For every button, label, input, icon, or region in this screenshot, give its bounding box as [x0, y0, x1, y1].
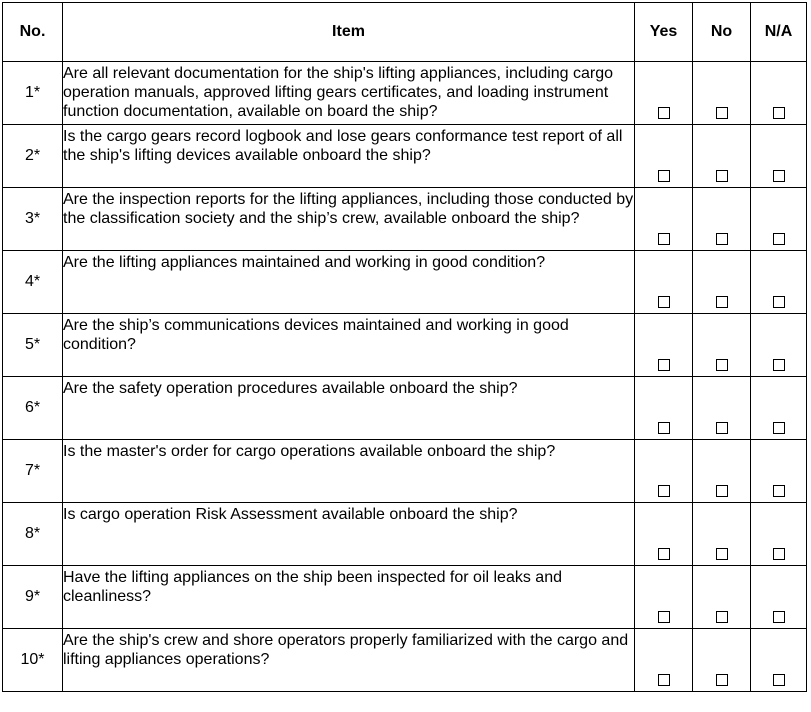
no-checkbox[interactable] [716, 611, 728, 623]
row-question: Are the ship's crew and shore operators properly familiarized with the cargo and lifting appliances operations? [63, 632, 629, 668]
no-checkbox[interactable] [716, 422, 728, 434]
row-number: 4* [3, 251, 63, 314]
na-checkbox[interactable] [773, 107, 785, 119]
no-checkbox[interactable] [716, 296, 728, 308]
no-checkbox[interactable] [716, 107, 728, 119]
yes-checkbox[interactable] [658, 233, 670, 245]
na-checkbox[interactable] [773, 548, 785, 560]
na-checkbox[interactable] [773, 296, 785, 308]
row-number: 1* [3, 62, 63, 125]
na-checkbox[interactable] [773, 611, 785, 623]
no-checkbox[interactable] [716, 674, 728, 686]
na-checkbox[interactable] [773, 422, 785, 434]
na-checkbox[interactable] [773, 233, 785, 245]
yes-checkbox[interactable] [658, 485, 670, 497]
table-row [3, 377, 807, 440]
no-checkbox[interactable] [716, 170, 728, 182]
row-number: 2* [3, 125, 63, 188]
row-number: 7* [3, 440, 63, 503]
table-row [3, 125, 807, 188]
row-number: 6* [3, 377, 63, 440]
row-question: Are all relevant documentation for the ship's lifting appliances, including cargo operation manuals, approved lifting gears certificates, and loading instrument function documentation, available on board the ship? [63, 65, 614, 120]
no-checkbox[interactable] [716, 359, 728, 371]
row-number: 5* [3, 314, 63, 377]
header-na: N/A [751, 3, 807, 62]
yes-checkbox[interactable] [658, 674, 670, 686]
table-row [3, 188, 807, 251]
no-checkbox[interactable] [716, 233, 728, 245]
table-row [3, 629, 807, 692]
row-question: Is the cargo gears record logbook and lose gears conformance test report of all the ship's lifting devices available onboard the ship? [63, 128, 623, 164]
table-row [3, 251, 807, 314]
table-row [3, 440, 807, 503]
checklist-table [2, 2, 807, 692]
yes-checkbox[interactable] [658, 422, 670, 434]
yes-checkbox[interactable] [658, 296, 670, 308]
row-question: Are the inspection reports for the lifting appliances, including those conducted by the classification society and the ship’s crew, available onboard the ship? [63, 191, 634, 227]
na-checkbox[interactable] [773, 485, 785, 497]
header-row [3, 3, 807, 62]
yes-checkbox[interactable] [658, 611, 670, 623]
header-no: No. [3, 3, 63, 62]
row-number: 8* [3, 503, 63, 566]
row-question: Is the master's order for cargo operations available onboard the ship? [63, 443, 556, 460]
header-yes: Yes [635, 3, 693, 62]
yes-checkbox[interactable] [658, 548, 670, 560]
row-number: 3* [3, 188, 63, 251]
table-row [3, 62, 807, 125]
table-row [3, 566, 807, 629]
na-checkbox[interactable] [773, 170, 785, 182]
yes-checkbox[interactable] [658, 359, 670, 371]
header-no-answer: No [693, 3, 751, 62]
row-question: Have the lifting appliances on the ship been inspected for oil leaks and cleanliness? [63, 569, 562, 605]
row-number: 9* [3, 566, 63, 629]
no-checkbox[interactable] [716, 548, 728, 560]
na-checkbox[interactable] [773, 359, 785, 371]
na-checkbox[interactable] [773, 674, 785, 686]
yes-checkbox[interactable] [658, 170, 670, 182]
row-question: Is cargo operation Risk Assessment available onboard the ship? [63, 506, 518, 523]
header-item: Item [63, 3, 635, 62]
row-question: Are the lifting appliances maintained and working in good condition? [63, 254, 546, 271]
row-number: 10* [3, 629, 63, 692]
yes-checkbox[interactable] [658, 107, 670, 119]
table-row [3, 503, 807, 566]
table-row [3, 314, 807, 377]
row-question: Are the ship’s communications devices maintained and working in good condition? [63, 317, 569, 353]
no-checkbox[interactable] [716, 485, 728, 497]
row-question: Are the safety operation procedures available onboard the ship? [63, 380, 518, 397]
